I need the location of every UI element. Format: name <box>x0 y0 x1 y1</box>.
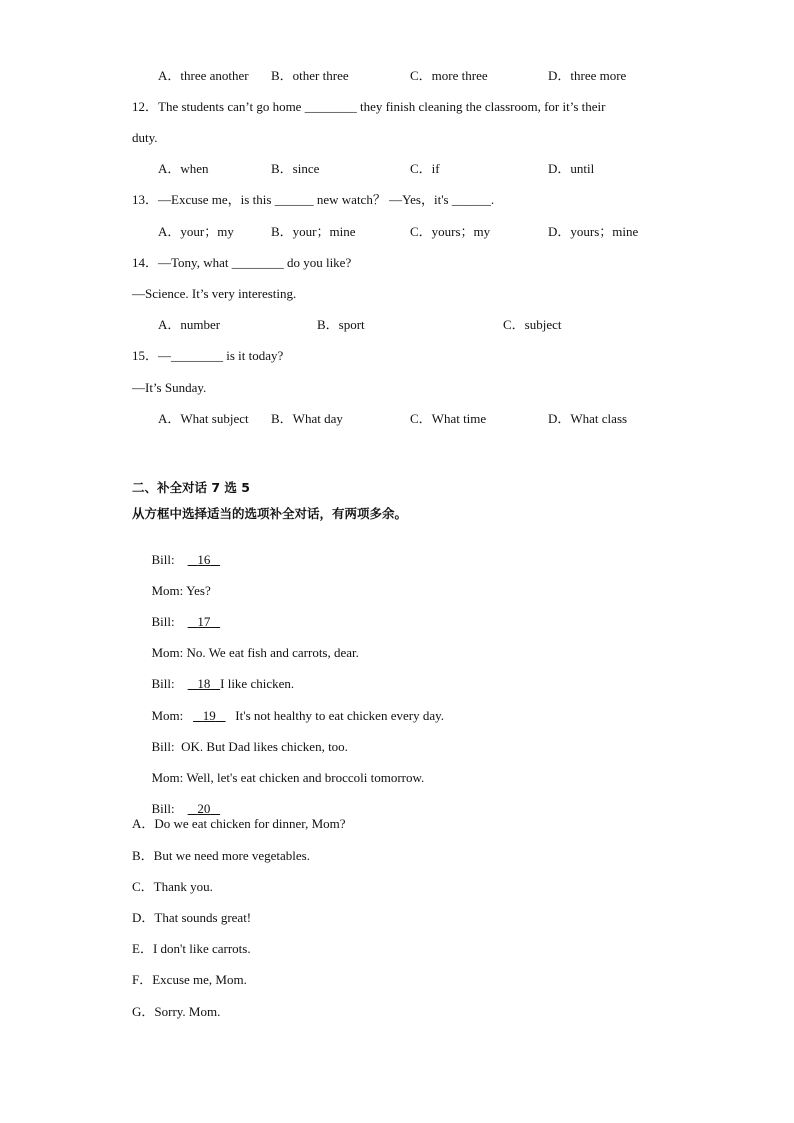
q15-option-c: C．What time <box>410 411 487 426</box>
q13-stem: 13．—Excuse me，is this ______ new watch？ —Yes，it's ______. <box>132 192 495 207</box>
dialogue-text: I like chicken. <box>220 676 295 691</box>
section2-instruction: 从方框中选择适当的选项补全对话，有两项多余。 <box>132 506 408 521</box>
answer-blank: 18 <box>197 676 211 691</box>
q12-option-b: B．since <box>271 161 320 176</box>
choice-item: E．I don't like carrots. <box>132 941 251 956</box>
choice-item: B．But we need more vegetables. <box>132 848 310 863</box>
answer-blank: 16 <box>197 552 211 567</box>
dialogue-speaker: Bill: <box>151 676 175 691</box>
dialogue-text: Yes? <box>186 583 211 598</box>
dialogue-text: Well, let's eat chicken and broccoli tomorrow. <box>186 770 425 785</box>
answer-blank: 19 <box>202 708 216 723</box>
section2-title: 二、补全对话 7 选 5 <box>132 480 250 495</box>
dialogue-speaker: Bill: <box>151 801 175 816</box>
q14-option-b: B．sport <box>317 317 365 332</box>
q12-option-d: D．until <box>548 161 595 176</box>
q13-option-c: C．yours；my <box>410 224 491 239</box>
choice-item: A．Do we eat chicken for dinner, Mom? <box>132 816 346 831</box>
q14-option-a: A．number <box>158 317 221 332</box>
q12-stem-line2: duty. <box>132 130 158 145</box>
q11-option-d: D．three more <box>548 68 627 83</box>
dialogue-speaker: Bill: <box>151 552 175 567</box>
q13-option-d: D．yours；mine <box>548 224 639 239</box>
q15-option-d: D．What class <box>548 411 628 426</box>
q11-option-b: B．other three <box>271 68 349 83</box>
q15-option-b: B．What day <box>271 411 343 426</box>
q12-option-c: C．if <box>410 161 440 176</box>
answer-blank: 20 <box>197 801 211 816</box>
answer-blank: 17 <box>197 614 211 629</box>
dialogue-speaker: Mom: <box>151 770 184 785</box>
choice-item: C．Thank you. <box>132 879 213 894</box>
q13-option-a: A．your；my <box>158 224 234 239</box>
choice-item: F．Excuse me, Mom. <box>132 972 247 987</box>
dialogue-text: It's not healthy to eat chicken every day. <box>235 708 444 723</box>
dialogue-speaker: Mom: <box>151 583 184 598</box>
q15-option-a: A．What subject <box>158 411 249 426</box>
dialogue-speaker: Bill: <box>151 739 175 754</box>
q15-stem: 15．—________ is it today? <box>132 348 284 363</box>
choice-item: D．That sounds great! <box>132 910 252 925</box>
dialogue-speaker: Bill: <box>151 614 175 629</box>
dialogue-speaker: Mom: <box>151 645 184 660</box>
q14-stem: 14．—Tony, what ________ do you like? <box>132 255 352 270</box>
q14-option-c: C．subject <box>503 317 562 332</box>
q12-option-a: A．when <box>158 161 209 176</box>
q11-option-c: C．more three <box>410 68 488 83</box>
q14-reply: —Science. It’s very interesting. <box>132 286 297 301</box>
dialogue-text: OK. But Dad likes chicken, too. <box>181 739 348 754</box>
dialogue-text: No. We eat fish and carrots, dear. <box>186 645 359 660</box>
q13-option-b: B．your；mine <box>271 224 356 239</box>
dialogue-speaker: Mom: <box>151 708 184 723</box>
choice-item: G．Sorry. Mom. <box>132 1004 221 1019</box>
q11-option-a: A．three another <box>158 68 249 83</box>
q12-stem-line1: 12．The students can’t go home ________ they finish cleaning the classroom, for it’s their <box>132 99 606 114</box>
q15-reply: —It’s Sunday. <box>132 380 207 395</box>
